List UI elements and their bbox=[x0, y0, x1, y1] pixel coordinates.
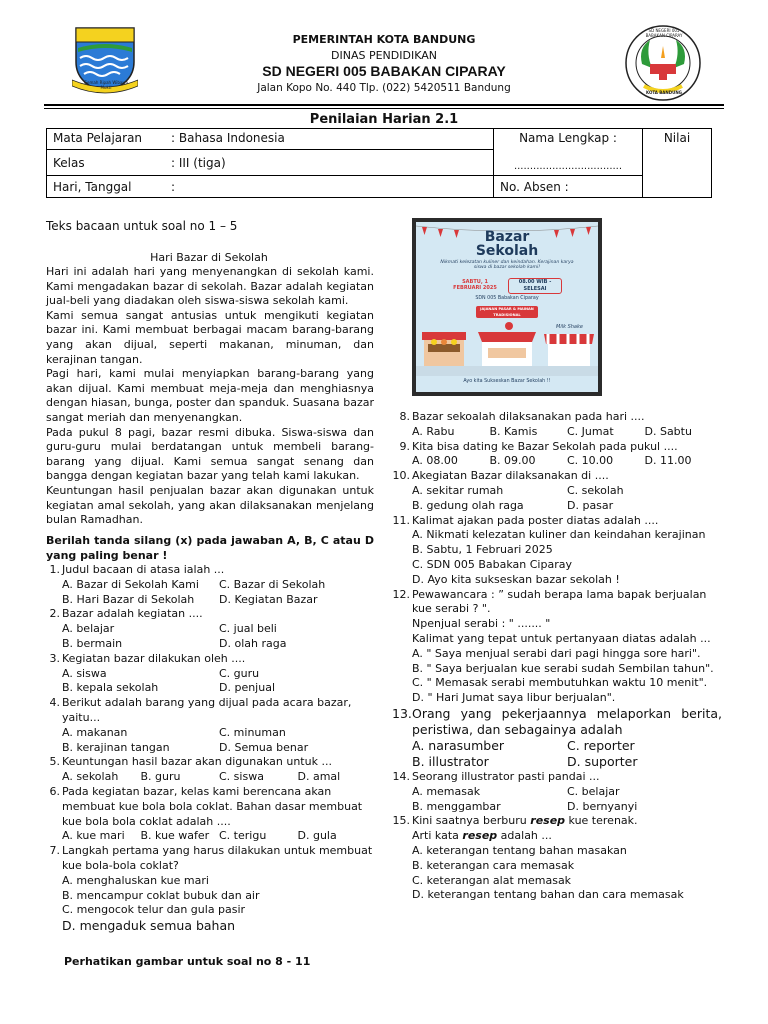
question-12 bbox=[392, 588, 722, 706]
question-number: 2. bbox=[49, 607, 60, 621]
question-text-part: Kini saatnya berburu bbox=[412, 814, 531, 828]
answer-option[interactable]: D. " Hari Jumat saya libur berjualan". bbox=[412, 691, 616, 705]
footer-note: Perhatikan gambar untuk soal no 8 - 11 bbox=[64, 955, 311, 968]
answer-option[interactable]: B. illustrator bbox=[412, 753, 489, 769]
answer-option[interactable]: B. Kamis bbox=[489, 424, 538, 438]
date-value: : bbox=[171, 179, 176, 194]
questions-right bbox=[392, 410, 722, 903]
answer-option[interactable]: A. siswa bbox=[62, 666, 107, 680]
question-6 bbox=[42, 785, 376, 844]
answer-option[interactable]: C. mengocok telur dan gula pasir bbox=[62, 903, 246, 917]
reading-intro: Teks bacaan untuk soal no 1 – 5 bbox=[46, 219, 238, 233]
answer-options bbox=[62, 622, 376, 652]
reading-paragraph: Keuntungan hasil penjualan bazar akan digunakan untuk kegiatan amal sekolah, yang akan dilaksanakan menjelang bulan Ramadhan. bbox=[46, 483, 374, 527]
answer-option[interactable]: C. belajar bbox=[567, 784, 620, 798]
answer-option[interactable]: C. 10.00 bbox=[567, 454, 614, 468]
answer-option[interactable]: C. " Memasak serabi membutuhkan waktu 10 menit". bbox=[412, 676, 708, 690]
question-number: 9. bbox=[399, 439, 410, 453]
poster-banner: JAJANAN PASAR & MAINAN TRADISIONAL bbox=[476, 306, 538, 318]
answer-option[interactable]: A. 08.00 bbox=[412, 454, 458, 468]
answer-option[interactable]: D. mengaduk semua bahan bbox=[62, 918, 236, 934]
date-label: Hari, Tanggal bbox=[53, 179, 132, 194]
answer-option[interactable]: C. siswa bbox=[219, 770, 264, 784]
answer-option[interactable]: B. gedung olah raga bbox=[412, 498, 524, 512]
reading-paragraph: Hari ini adalah hari yang menyenangkan di sekolah kami. Kami mengadakan bazar di sekolah. Bazar adalah kegiatan jual-beli yang diadakan oleh siswa-siswa sekolah kami. bbox=[46, 265, 374, 308]
reading-paragraph: Pada pukul 8 pagi, bazar resmi dibuka. Siswa-siswa dan guru-guru mulai berdatangan untuk membeli barang-barang yang dijual. Kami semua sangat senang dan bangga dengan kegiatan bazar yang telah kami lakukan. bbox=[46, 425, 374, 483]
answer-option[interactable]: D. amal bbox=[297, 770, 341, 784]
gov-name: PEMERINTAH KOTA BANDUNG bbox=[292, 33, 476, 46]
answer-option[interactable]: C. sekolah bbox=[567, 483, 624, 497]
answer-option[interactable]: A. Nikmati kelezatan kuliner dan keindahan kerajinan bbox=[412, 528, 706, 542]
question-number: 12. bbox=[392, 587, 410, 601]
subject-cell bbox=[47, 129, 494, 150]
question-text: Kegiatan bazar dilakukan oleh .... bbox=[62, 651, 246, 665]
question-10 bbox=[392, 469, 722, 513]
answer-option[interactable]: D. pasar bbox=[567, 498, 614, 512]
letterhead bbox=[150, 33, 618, 94]
question-text: Pada kegiatan bazar, kelas kami berencana akan membuat kue bola bola coklat. Bahan dasar membuat kue bola bola coklat adalah .... bbox=[62, 784, 363, 828]
answer-option[interactable]: A. " Saya menjual serabi dari pagi hingga sore hari". bbox=[412, 646, 701, 660]
answer-option[interactable]: C. terigu bbox=[219, 829, 267, 843]
keyword-emphasis: resep bbox=[462, 829, 498, 843]
poster-venue: SDN 005 Babakan Ciparay bbox=[475, 296, 539, 301]
right-logo-ring: SD NEGERI 005 BABAKAN CIPARAY bbox=[645, 28, 683, 38]
answer-options bbox=[62, 726, 376, 756]
answer-option[interactable]: D. olah raga bbox=[219, 636, 287, 650]
dept-name: DINAS PENDIDIKAN bbox=[331, 49, 437, 62]
bazar-poster bbox=[412, 218, 602, 396]
answer-options bbox=[62, 874, 376, 934]
left-logo-motto: Gemah Ripah Wibawa Mukti bbox=[83, 80, 129, 90]
question-number: 11. bbox=[392, 513, 410, 527]
question-7 bbox=[42, 844, 376, 934]
question-text: Berikut adalah barang yang dijual pada acara bazar, yaitu... bbox=[62, 696, 352, 724]
answer-option[interactable]: A. Rabu bbox=[412, 424, 455, 438]
answer-option[interactable]: B. keterangan cara memasak bbox=[412, 858, 575, 872]
answer-option[interactable]: D. penjual bbox=[219, 681, 276, 695]
answer-options bbox=[412, 738, 722, 770]
page-title: Penilaian Harian 2.1 bbox=[309, 112, 459, 127]
question-number: 6. bbox=[49, 784, 60, 798]
question-number: 3. bbox=[49, 651, 60, 665]
answer-option[interactable]: A. menghaluskan kue mari bbox=[62, 873, 209, 887]
poster-tagline: Nikmati kelezatan kuliner dan keindahan. Kerajinan karya siswa di bazar sekolah kami! bbox=[440, 260, 574, 271]
question-text bbox=[412, 814, 722, 829]
answer-option[interactable]: D. bernyanyi bbox=[567, 799, 638, 813]
answer-option[interactable]: B. kue wafer bbox=[140, 829, 210, 843]
answer-option[interactable]: A. kue mari bbox=[62, 829, 125, 843]
reading-paragraph: Kami semua sangat antusias untuk mengikuti kegiatan bazar ini. Kami membuat berbagai macam barang-barang yang akan dijual, seperti makanan, minuman, dan kerajinan tangan. bbox=[46, 308, 374, 366]
question-number: 1. bbox=[49, 563, 60, 576]
question-number: 7. bbox=[49, 844, 60, 858]
answer-option[interactable]: B. Sabtu, 1 Februari 2025 bbox=[412, 543, 553, 557]
keyword-emphasis: resep bbox=[530, 814, 566, 828]
score-label: Nilai bbox=[663, 131, 691, 145]
poster-slogan: Ayo kita Sukseskan Bazar Sekolah !! bbox=[463, 379, 551, 384]
class-value: : III (tiga) bbox=[171, 155, 226, 170]
school-name: SD NEGERI 005 BABAKAN CIPARAY bbox=[262, 63, 506, 79]
reading-paragraph: Pagi hari, kami mulai menyiapkan barang-barang yang akan dijual. Kami membuat meja-meja dan menghiasnya dengan hiasan, bunga, poster dan spanduk. Suasana bazar sangat meriah dan menyenangkan. bbox=[46, 367, 374, 424]
answer-option[interactable]: B. guru bbox=[140, 770, 181, 784]
answer-option[interactable]: C. keterangan alat memasak bbox=[412, 873, 572, 887]
answer-option[interactable]: D. Ayo kita sukseskan bazar sekolah ! bbox=[412, 572, 620, 586]
score-cell bbox=[643, 129, 712, 198]
question-3 bbox=[42, 652, 376, 696]
answer-option[interactable]: D. keterangan tentang bahan dan cara memasak bbox=[412, 888, 684, 902]
question-text: Keuntungan hasil bazar akan digunakan untuk ... bbox=[62, 755, 332, 769]
reading-title: Hari Bazar di Sekolah bbox=[150, 251, 268, 264]
answer-options bbox=[412, 484, 722, 514]
question-text: Pewawancara : ” sudah berapa lama bapak berjualan kue serabi ? ". bbox=[412, 587, 707, 616]
question-text: Seorang illustrator pasti pandai ... bbox=[412, 769, 600, 783]
question-subtext: Kalimat yang tepat untuk pertanyaan diatas adalah ... bbox=[412, 631, 711, 645]
answer-option[interactable]: C. reporter bbox=[567, 737, 635, 753]
reading-body bbox=[46, 265, 374, 528]
question-number: 15. bbox=[392, 814, 410, 828]
answer-option[interactable]: A. Bazar di Sekolah Kami bbox=[62, 577, 199, 591]
poster-title-line2: Sekolah bbox=[475, 243, 539, 259]
question-text: Akegiatan Bazar dilaksanakan di .... bbox=[412, 469, 609, 483]
header-rule-thick bbox=[44, 104, 724, 106]
answer-options bbox=[412, 785, 722, 815]
answer-option[interactable]: A. narasumber bbox=[412, 737, 505, 753]
answer-option[interactable]: C. Jumat bbox=[567, 424, 614, 438]
question-2 bbox=[42, 607, 376, 651]
answer-option[interactable]: B. " Saya berjualan kue serabi sudah Sembilan tahun". bbox=[412, 661, 714, 675]
answer-options bbox=[412, 454, 722, 469]
poster-time-box: 08.00 WIB - SELESAI bbox=[508, 278, 562, 294]
right-logo-caption: KOTA BANDUNG bbox=[646, 90, 682, 95]
question-text: Langkah pertama yang harus dilakukan untuk membuat kue bola-bola coklat? bbox=[62, 844, 373, 872]
answer-option[interactable]: C. SDN 005 Babakan Ciparay bbox=[412, 557, 572, 571]
answer-option[interactable]: C. guru bbox=[219, 666, 260, 680]
question-text-part: kue terenak. bbox=[565, 814, 638, 828]
question-9 bbox=[392, 440, 722, 470]
answer-option[interactable]: B. 09.00 bbox=[489, 454, 536, 468]
answer-options bbox=[62, 770, 376, 785]
question-text: Bazar adalah kegiatan .... bbox=[62, 607, 203, 621]
question-11 bbox=[392, 514, 722, 588]
question-number: 13. bbox=[392, 705, 412, 721]
answer-options bbox=[412, 425, 722, 440]
name-label: Nama Lengkap : bbox=[519, 131, 617, 145]
student-info-table bbox=[46, 128, 712, 198]
date-cell[interactable] bbox=[47, 176, 494, 198]
instruction: Berilah tanda silang (x) pada jawaban A, B, C atau D yang paling benar ! bbox=[46, 534, 374, 562]
answer-options bbox=[412, 647, 722, 706]
class-cell bbox=[47, 150, 494, 176]
answer-option[interactable]: D. Semua benar bbox=[219, 740, 309, 754]
answer-option[interactable]: A. sekitar rumah bbox=[412, 483, 504, 497]
answer-options bbox=[62, 667, 376, 697]
question-number: 4. bbox=[49, 696, 60, 710]
absen-label: No. Absen : bbox=[500, 179, 569, 194]
answer-option[interactable]: A. keterangan tentang bahan masakan bbox=[412, 843, 627, 857]
header-rule-thin bbox=[44, 108, 724, 109]
question-number: 14. bbox=[392, 769, 410, 783]
answer-option[interactable]: B. mencampur coklat bubuk dan air bbox=[62, 888, 260, 902]
question-4 bbox=[42, 696, 376, 755]
answer-option[interactable]: B. menggambar bbox=[412, 799, 501, 813]
question-text-part: adalah ... bbox=[497, 829, 552, 843]
subject-label: Mata Pelajaran bbox=[53, 131, 143, 145]
question-text-part: Arti kata bbox=[412, 829, 463, 843]
answer-option[interactable]: D. Sabtu bbox=[644, 424, 692, 438]
answer-options bbox=[62, 578, 376, 608]
question-text: Judul bacaan di atasa ialah ... bbox=[62, 563, 225, 576]
answer-options bbox=[412, 528, 722, 587]
answer-option[interactable]: A. belajar bbox=[62, 622, 115, 636]
poster-date-box: SABTU, 1 FEBRUARI 2025 bbox=[453, 279, 497, 291]
answer-option[interactable]: C. jual beli bbox=[219, 622, 277, 636]
answer-option[interactable]: D. gula bbox=[297, 829, 337, 843]
answer-option[interactable]: B. bermain bbox=[62, 636, 123, 650]
question-13 bbox=[392, 706, 722, 770]
answer-option[interactable]: D. 11.00 bbox=[644, 454, 692, 468]
question-14 bbox=[392, 770, 722, 814]
class-label: Kelas bbox=[53, 155, 85, 170]
answer-option[interactable]: A. memasak bbox=[412, 784, 481, 798]
question-15 bbox=[392, 814, 722, 903]
school-address: Jalan Kopo No. 440 Tlp. (022) 5420511 Bandung bbox=[257, 82, 511, 94]
question-text: Kalimat ajakan pada poster diatas adalah .... bbox=[412, 513, 659, 527]
question-subtext: Npenjual serabi : " ....... " bbox=[412, 617, 551, 631]
subject-value: : Bahasa Indonesia bbox=[171, 131, 285, 145]
answer-option[interactable]: D. Kegiatan Bazar bbox=[219, 592, 318, 606]
question-text: Kita bisa dating ke Bazar Sekolah pada pukul .... bbox=[412, 439, 678, 453]
question-number: 10. bbox=[392, 469, 410, 483]
questions-left bbox=[42, 563, 376, 934]
question-subtext bbox=[412, 829, 722, 844]
question-number: 8. bbox=[399, 410, 410, 423]
question-text: Orang yang pekerjaannya melaporkan berita, peristiwa, dan sebagainya adalah bbox=[412, 705, 722, 737]
answer-options bbox=[62, 829, 376, 844]
answer-option[interactable]: A. sekolah bbox=[62, 770, 119, 784]
poster-title-line1: Bazar bbox=[484, 229, 530, 245]
poster-stall-sign: Milk Shake bbox=[556, 324, 583, 330]
question-text: Bazar sekoalah dilaksanakan pada hari .... bbox=[412, 410, 645, 423]
poster-title bbox=[416, 230, 598, 258]
question-5 bbox=[42, 755, 376, 785]
answer-option[interactable]: D. suporter bbox=[567, 753, 638, 769]
answer-option[interactable]: C. Bazar di Sekolah bbox=[219, 577, 326, 591]
answer-option[interactable]: B. kerajinan tangan bbox=[62, 740, 170, 754]
answer-option[interactable]: B. kepala sekolah bbox=[62, 681, 159, 695]
absen-cell[interactable] bbox=[494, 176, 643, 198]
name-dots: .................................. bbox=[513, 161, 623, 172]
answer-option[interactable]: A. makanan bbox=[62, 725, 128, 739]
question-8 bbox=[392, 410, 722, 440]
question-number: 5. bbox=[49, 755, 60, 769]
answer-option[interactable]: B. Hari Bazar di Sekolah bbox=[62, 592, 195, 606]
question-1 bbox=[42, 563, 376, 607]
name-cell[interactable] bbox=[494, 129, 643, 176]
answer-options bbox=[412, 844, 722, 903]
answer-option[interactable]: C. minuman bbox=[219, 725, 286, 739]
